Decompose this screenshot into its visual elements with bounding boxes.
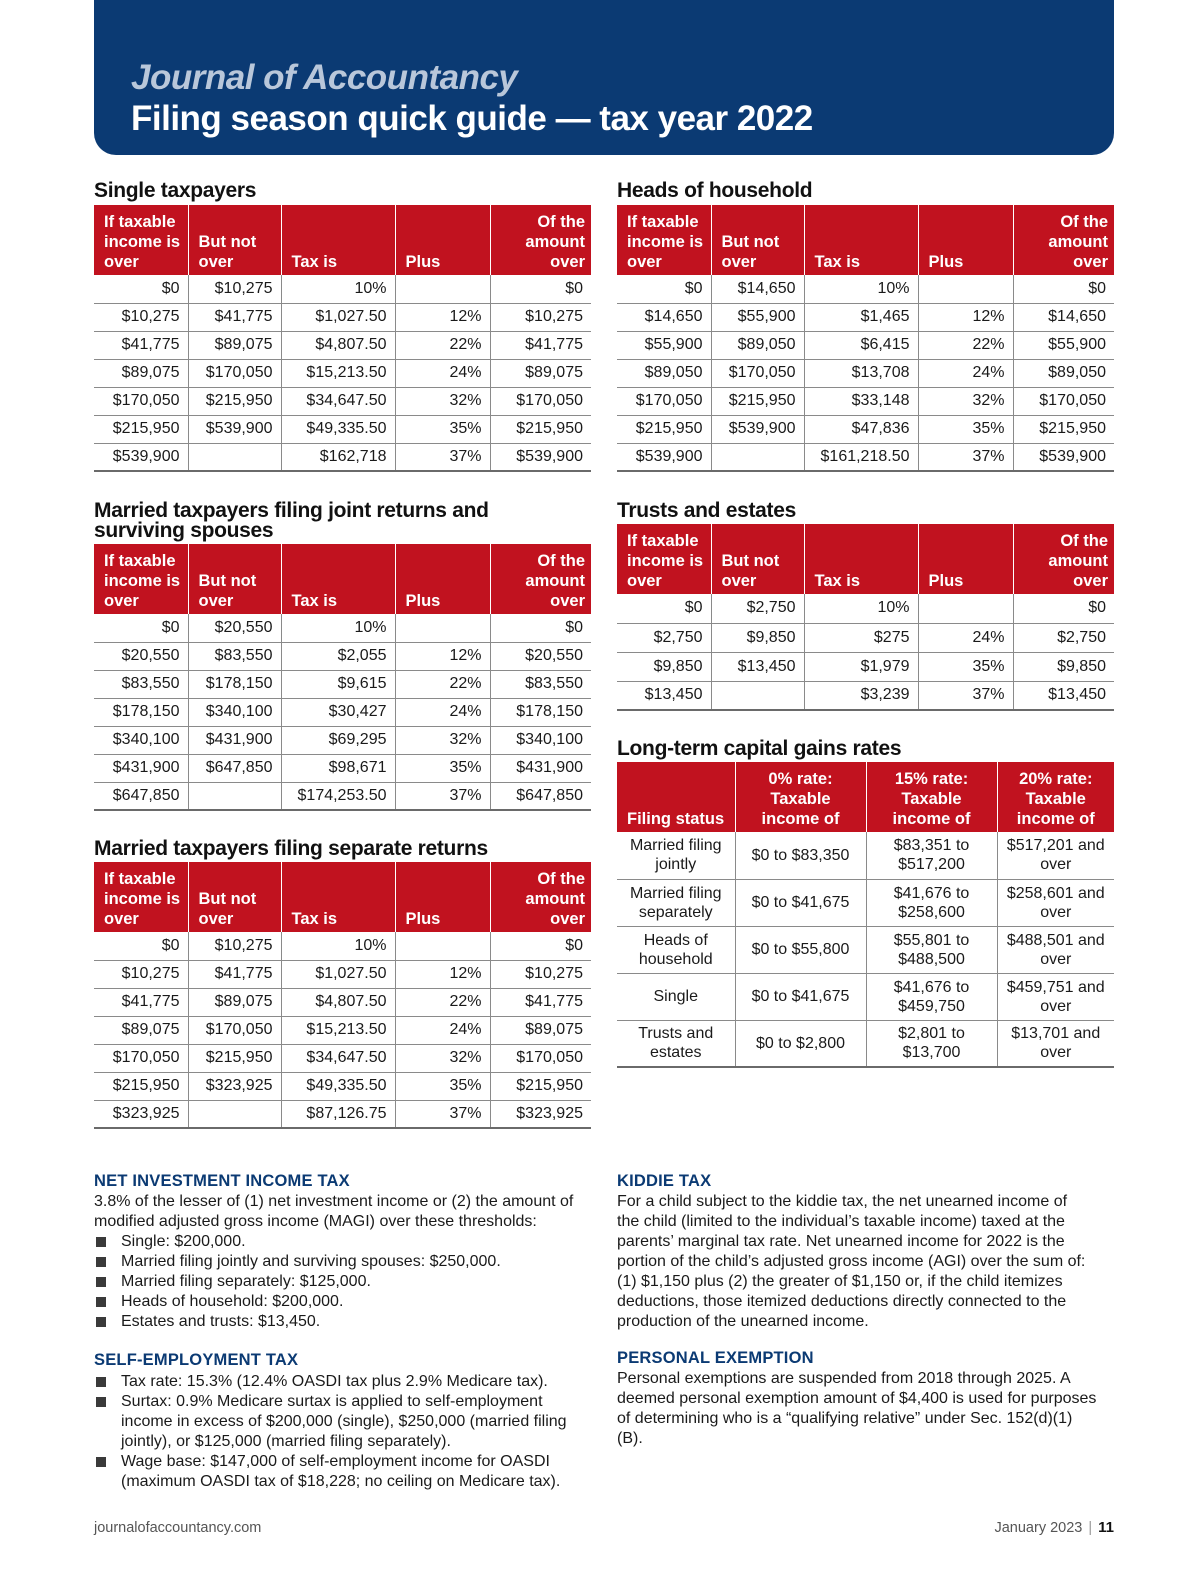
table-cell: $41,775	[94, 988, 188, 1016]
list-item: Married filing jointly and surviving spouses: $250,000.	[94, 1252, 594, 1272]
table-cell: $47,836	[804, 415, 918, 443]
table-cell: 24%	[395, 1016, 490, 1044]
table-cell: $170,050	[490, 387, 591, 415]
married-joint-title: Married taxpayers filing joint returns and surviving spouses	[94, 499, 489, 542]
table-cell: 10%	[281, 614, 395, 642]
header-of-amount: Of the amount over	[490, 544, 591, 614]
header-plus: Plus	[395, 862, 490, 932]
table-row	[94, 1100, 591, 1128]
table-cell: $14,650	[617, 303, 711, 331]
capital-gains-title: Long-term capital gains rates	[617, 737, 902, 760]
table-row	[617, 387, 1114, 415]
table-cell: $340,100	[94, 726, 188, 754]
table-row	[94, 443, 591, 471]
table-cell: $215,950	[490, 1072, 591, 1100]
table-cell: $0	[1013, 594, 1114, 623]
square-bullet-icon	[96, 1457, 106, 1467]
table-cell: $15,213.50	[281, 359, 395, 387]
header-but-not: But not over	[711, 205, 804, 275]
header-of-amount: Of the amount over	[1013, 205, 1114, 275]
table-cell: $89,075	[188, 988, 281, 1016]
table-cell: $13,450	[1013, 681, 1114, 710]
header-of-amount: Of the amount over	[490, 862, 591, 932]
table-cell: $340,100	[490, 726, 591, 754]
table-cell: $89,050	[617, 359, 711, 387]
table-cell: $340,100	[188, 698, 281, 726]
table-cell: $89,075	[188, 331, 281, 359]
table-cell: $0	[617, 275, 711, 303]
table-cell: 22%	[395, 670, 490, 698]
table-row	[617, 623, 1114, 652]
table-cell: $0	[490, 275, 591, 303]
table-cell: $215,950	[188, 1044, 281, 1072]
table-cell: $41,775	[490, 331, 591, 359]
table-cell: $83,550	[94, 670, 188, 698]
table-cell: Married filing separately	[617, 879, 735, 926]
table-row	[617, 594, 1114, 623]
trusts-table	[617, 524, 1114, 711]
table-cell: $0 to $41,675	[735, 879, 866, 926]
header-tax-is: Tax is	[281, 205, 395, 275]
table-cell: $170,050	[188, 359, 281, 387]
table-cell: $41,775	[188, 960, 281, 988]
table-row	[94, 1072, 591, 1100]
table-cell: $1,979	[804, 652, 918, 681]
table-cell: 10%	[804, 594, 918, 623]
table-cell: 12%	[395, 303, 490, 331]
square-bullet-icon	[96, 1277, 106, 1287]
header-tax-is: Tax is	[281, 862, 395, 932]
table-cell: 22%	[918, 331, 1013, 359]
table-cell: $10,275	[490, 303, 591, 331]
table-row	[617, 681, 1114, 710]
list-item: Heads of household: $200,000.	[94, 1292, 594, 1312]
table-cell: 12%	[918, 303, 1013, 331]
table-row	[94, 387, 591, 415]
table-cell: Trusts and estates	[617, 1020, 735, 1067]
table-cell: $170,050	[711, 359, 804, 387]
table-cell: $178,150	[188, 670, 281, 698]
table-cell	[711, 443, 804, 471]
table-cell: $162,718	[281, 443, 395, 471]
table-cell: 37%	[395, 1100, 490, 1128]
table-cell: $0	[617, 594, 711, 623]
table-cell: $647,850	[188, 754, 281, 782]
table-cell: $323,925	[188, 1072, 281, 1100]
table-cell: $170,050	[1013, 387, 1114, 415]
table-row	[617, 275, 1114, 303]
table-row	[617, 331, 1114, 359]
table-cell: $647,850	[94, 782, 188, 810]
table-cell: $9,850	[617, 652, 711, 681]
list-item: Estates and trusts: $13,450.	[94, 1312, 594, 1332]
table-cell: $9,615	[281, 670, 395, 698]
table-cell: 10%	[281, 932, 395, 960]
table-cell: $431,900	[188, 726, 281, 754]
table-cell: $89,075	[490, 1016, 591, 1044]
table-cell: 24%	[918, 359, 1013, 387]
square-bullet-icon	[96, 1317, 106, 1327]
table-cell: $33,148	[804, 387, 918, 415]
single-table	[94, 205, 591, 472]
table-row	[617, 652, 1114, 681]
table-cell: $215,950	[188, 387, 281, 415]
table-cell: $2,750	[711, 594, 804, 623]
table-cell: $15,213.50	[281, 1016, 395, 1044]
header-but-not: But not over	[188, 205, 281, 275]
table-cell: $174,253.50	[281, 782, 395, 810]
table-cell: $14,650	[711, 275, 804, 303]
table-cell: $1,027.50	[281, 960, 395, 988]
table-cell: $0 to $83,350	[735, 832, 866, 879]
table-row	[94, 960, 591, 988]
married-joint-table	[94, 544, 591, 811]
header-but-not: But not over	[188, 862, 281, 932]
table-cell: Single	[617, 973, 735, 1020]
header-plus: Plus	[395, 544, 490, 614]
table-cell	[188, 1100, 281, 1128]
table-cell: $0 to $41,675	[735, 973, 866, 1020]
list-item: Wage base: $147,000 of self-employment income for OASDI (maximum OASDI tax of $18,228; no ceiling on Medicare tax).	[94, 1452, 584, 1492]
table-cell: $14,650	[1013, 303, 1114, 331]
table-row	[94, 275, 591, 303]
table-cell	[395, 275, 490, 303]
table-cell	[188, 443, 281, 471]
table-row	[94, 726, 591, 754]
married-separate-table	[94, 862, 591, 1129]
square-bullet-icon	[96, 1377, 106, 1387]
header-if-taxable: If taxable income is over	[617, 205, 711, 275]
table-cell: $1,465	[804, 303, 918, 331]
table-cell: 12%	[395, 960, 490, 988]
table-cell: $83,550	[490, 670, 591, 698]
table-cell: $215,950	[94, 1072, 188, 1100]
table-cell: $41,676 to $258,600	[866, 879, 997, 926]
table-row	[94, 698, 591, 726]
table-cell: $2,750	[1013, 623, 1114, 652]
table-cell: $431,900	[490, 754, 591, 782]
table-cell: $83,550	[188, 642, 281, 670]
table-cell: $41,775	[188, 303, 281, 331]
table-cell: $215,950	[490, 415, 591, 443]
table-cell: $49,335.50	[281, 415, 395, 443]
header-of-amount: Of the amount over	[490, 205, 591, 275]
table-cell: $647,850	[490, 782, 591, 810]
table-cell: $10,275	[188, 275, 281, 303]
married-separate-title: Married taxpayers filing separate returns	[94, 837, 488, 860]
table-cell: 35%	[395, 1072, 490, 1100]
table-cell: $0	[94, 275, 188, 303]
table-cell: $4,807.50	[281, 988, 395, 1016]
header-but-not: But not over	[188, 544, 281, 614]
table-row	[617, 359, 1114, 387]
table-row	[94, 614, 591, 642]
table-cell: $2,750	[617, 623, 711, 652]
table-cell: $10,275	[188, 932, 281, 960]
list-item: Married filing separately: $125,000.	[94, 1272, 594, 1292]
table-cell: $10,275	[490, 960, 591, 988]
header-but-not: But not over	[711, 524, 804, 594]
table-cell: $55,900	[1013, 331, 1114, 359]
footer-site: journalofaccountancy.com	[94, 1520, 262, 1536]
table-cell: 24%	[395, 359, 490, 387]
se-heading: SELF-EMPLOYMENT TAX	[94, 1351, 299, 1369]
table-cell: $517,201 and over	[997, 832, 1114, 879]
table-cell: $41,775	[490, 988, 591, 1016]
table-cell: $170,050	[617, 387, 711, 415]
table-cell: $170,050	[94, 387, 188, 415]
cg-header-status: Filing status	[617, 762, 735, 832]
page-title: Filing season quick guide — tax year 2022	[131, 99, 813, 138]
table-cell: $30,427	[281, 698, 395, 726]
table-cell: $323,925	[490, 1100, 591, 1128]
header-if-taxable: If taxable income is over	[94, 544, 188, 614]
table-cell: $89,075	[94, 359, 188, 387]
square-bullet-icon	[96, 1257, 106, 1267]
se-list	[94, 1372, 584, 1492]
table-cell: 35%	[395, 415, 490, 443]
table-cell: 37%	[395, 782, 490, 810]
footer-page-info: January 2023 | 11	[994, 1519, 1114, 1536]
cg-header-15: 15% rate: Taxable income of	[866, 762, 997, 832]
table-cell: $215,950	[1013, 415, 1114, 443]
table-cell	[918, 275, 1013, 303]
page-number: 11	[1098, 1519, 1114, 1536]
table-row	[94, 331, 591, 359]
table-cell: $488,501 and over	[997, 926, 1114, 973]
table-cell: 32%	[395, 1044, 490, 1072]
table-row	[617, 415, 1114, 443]
header-tax-is: Tax is	[281, 544, 395, 614]
header-if-taxable: If taxable income is over	[94, 205, 188, 275]
table-cell: $55,900	[617, 331, 711, 359]
table-cell: 24%	[395, 698, 490, 726]
table-cell: $98,671	[281, 754, 395, 782]
cg-header-20: 20% rate: Taxable income of	[997, 762, 1114, 832]
table-cell: $0 to $55,800	[735, 926, 866, 973]
table-cell: $0	[94, 932, 188, 960]
table-cell: $459,751 and over	[997, 973, 1114, 1020]
table-cell: $0	[490, 614, 591, 642]
kiddie-text: For a child subject to the kiddie tax, the net unearned income of the child (limited to the individual’s taxable income) taxed at the parents’ marginal tax rate. Net unearned income for 2022 is the portion of the child’s adjusted gross income (AGI) over the sum of: (1) $1,150 plus (2) the greater of $1,150 or, if the child itemizes deductions, those itemized deductions directly connected to the production of the unearned income.	[617, 1193, 1086, 1330]
table-cell: $13,450	[711, 652, 804, 681]
table-row	[94, 303, 591, 331]
header-plus: Plus	[918, 524, 1013, 594]
table-cell: $13,708	[804, 359, 918, 387]
table-cell: $55,900	[711, 303, 804, 331]
header-plus: Plus	[918, 205, 1013, 275]
table-cell: $0	[490, 932, 591, 960]
table-cell: Heads of household	[617, 926, 735, 973]
table-cell: $4,807.50	[281, 331, 395, 359]
header-tax-is: Tax is	[804, 524, 918, 594]
table-cell	[395, 614, 490, 642]
table-cell: $0 to $2,800	[735, 1020, 866, 1067]
table-row	[94, 932, 591, 960]
table-row	[94, 670, 591, 698]
table-row	[94, 359, 591, 387]
header-of-amount: Of the amount over	[1013, 524, 1114, 594]
table-cell: $539,900	[188, 415, 281, 443]
table-cell: $34,647.50	[281, 1044, 395, 1072]
table-cell: 35%	[918, 415, 1013, 443]
table-cell	[711, 681, 804, 710]
table-cell: $323,925	[94, 1100, 188, 1128]
table-cell: $20,550	[490, 642, 591, 670]
capital-gains-table	[617, 762, 1114, 1068]
table-row	[617, 303, 1114, 331]
table-cell: $2,055	[281, 642, 395, 670]
table-cell: 22%	[395, 331, 490, 359]
header-banner	[94, 0, 1114, 155]
square-bullet-icon	[96, 1397, 106, 1407]
table-cell: 22%	[395, 988, 490, 1016]
header-if-taxable: If taxable income is over	[617, 524, 711, 594]
header-tax-is: Tax is	[804, 205, 918, 275]
table-cell: $0	[94, 614, 188, 642]
table-cell: $178,150	[94, 698, 188, 726]
table-cell: $87,126.75	[281, 1100, 395, 1128]
table-cell: 10%	[804, 275, 918, 303]
table-cell: $49,335.50	[281, 1072, 395, 1100]
niit-list	[94, 1232, 594, 1332]
table-cell: $89,050	[1013, 359, 1114, 387]
table-row	[94, 1016, 591, 1044]
table-cell: $161,218.50	[804, 443, 918, 471]
table-row	[617, 926, 1114, 973]
table-cell: $178,150	[490, 698, 591, 726]
journal-name: Journal of Accountancy	[131, 58, 518, 97]
list-item: Tax rate: 15.3% (12.4% OASDI tax plus 2.9% Medicare tax).	[94, 1372, 584, 1392]
table-cell: 32%	[918, 387, 1013, 415]
table-row	[94, 642, 591, 670]
table-cell: $89,075	[94, 1016, 188, 1044]
table-cell: $1,027.50	[281, 303, 395, 331]
table-cell: $69,295	[281, 726, 395, 754]
table-cell: 37%	[395, 443, 490, 471]
table-cell: Married filing jointly	[617, 832, 735, 879]
table-row	[94, 754, 591, 782]
square-bullet-icon	[96, 1297, 106, 1307]
table-cell: 10%	[281, 275, 395, 303]
table-cell: $10,275	[94, 960, 188, 988]
cg-header-0: 0% rate: Taxable income of	[735, 762, 866, 832]
table-row	[94, 782, 591, 810]
table-cell: $215,950	[617, 415, 711, 443]
table-row	[617, 443, 1114, 471]
table-cell: $539,900	[711, 415, 804, 443]
table-cell: $0	[1013, 275, 1114, 303]
list-item: Single: $200,000.	[94, 1232, 594, 1252]
exemption-heading: PERSONAL EXEMPTION	[617, 1349, 814, 1367]
table-cell: $13,701 and over	[997, 1020, 1114, 1067]
table-cell: 35%	[918, 652, 1013, 681]
table-cell: $539,900	[617, 443, 711, 471]
table-cell: $539,900	[94, 443, 188, 471]
table-cell: $215,950	[94, 415, 188, 443]
footer-date: January 2023	[994, 1520, 1083, 1536]
table-cell	[918, 594, 1013, 623]
table-cell: $3,239	[804, 681, 918, 710]
trusts-title: Trusts and estates	[617, 499, 797, 522]
table-cell: $215,950	[711, 387, 804, 415]
table-row	[617, 832, 1114, 879]
table-cell: $20,550	[188, 614, 281, 642]
heads-table	[617, 205, 1114, 472]
header-if-taxable: If taxable income is over	[94, 862, 188, 932]
table-cell: $258,601 and over	[997, 879, 1114, 926]
niit-heading: NET INVESTMENT INCOME TAX	[94, 1172, 350, 1190]
list-item: Surtax: 0.9% Medicare surtax is applied to self-employment income in excess of $200,000 (single), $250,000 (married filing jointly), or $125,000 (married filing separately).	[94, 1392, 584, 1452]
table-row	[94, 415, 591, 443]
table-row	[617, 973, 1114, 1020]
table-cell: $34,647.50	[281, 387, 395, 415]
heads-title: Heads of household	[617, 179, 813, 202]
table-row	[94, 988, 591, 1016]
table-cell: $6,415	[804, 331, 918, 359]
table-cell: 37%	[918, 443, 1013, 471]
table-cell: $20,550	[94, 642, 188, 670]
table-cell: $539,900	[1013, 443, 1114, 471]
table-cell: $170,050	[94, 1044, 188, 1072]
table-cell: $170,050	[188, 1016, 281, 1044]
table-cell: $170,050	[490, 1044, 591, 1072]
single-title: Single taxpayers	[94, 179, 257, 202]
table-cell: $539,900	[490, 443, 591, 471]
table-cell: 35%	[395, 754, 490, 782]
table-cell: $275	[804, 623, 918, 652]
square-bullet-icon	[96, 1237, 106, 1247]
table-row	[617, 1020, 1114, 1067]
table-row	[617, 879, 1114, 926]
table-cell: 32%	[395, 387, 490, 415]
table-cell: 32%	[395, 726, 490, 754]
table-cell: $10,275	[94, 303, 188, 331]
table-cell: $89,075	[490, 359, 591, 387]
header-plus: Plus	[395, 205, 490, 275]
exemption-text: Personal exemptions are suspended from 2018 through 2025. A deemed personal exemption amount of $4,400 is used for purposes of determining who is a “qualifying relative” under Sec. 152(d)(1)(B).	[617, 1370, 1097, 1447]
table-cell: $41,676 to $459,750	[866, 973, 997, 1020]
table-cell: 12%	[395, 642, 490, 670]
table-cell: $13,450	[617, 681, 711, 710]
table-cell: $83,351 to $517,200	[866, 832, 997, 879]
table-cell	[395, 932, 490, 960]
niit-intro: 3.8% of the lesser of (1) net investment income or (2) the amount of modified adjusted gross income (MAGI) over these thresholds:	[94, 1193, 574, 1230]
table-cell	[188, 782, 281, 810]
table-cell: $55,801 to $488,500	[866, 926, 997, 973]
table-cell: $9,850	[711, 623, 804, 652]
table-cell: $9,850	[1013, 652, 1114, 681]
table-cell: 24%	[918, 623, 1013, 652]
kiddie-heading: KIDDIE TAX	[617, 1172, 712, 1190]
table-row	[94, 1044, 591, 1072]
table-cell: $41,775	[94, 331, 188, 359]
table-cell: 37%	[918, 681, 1013, 710]
table-cell: $2,801 to $13,700	[866, 1020, 997, 1067]
table-cell: $431,900	[94, 754, 188, 782]
table-cell: $89,050	[711, 331, 804, 359]
